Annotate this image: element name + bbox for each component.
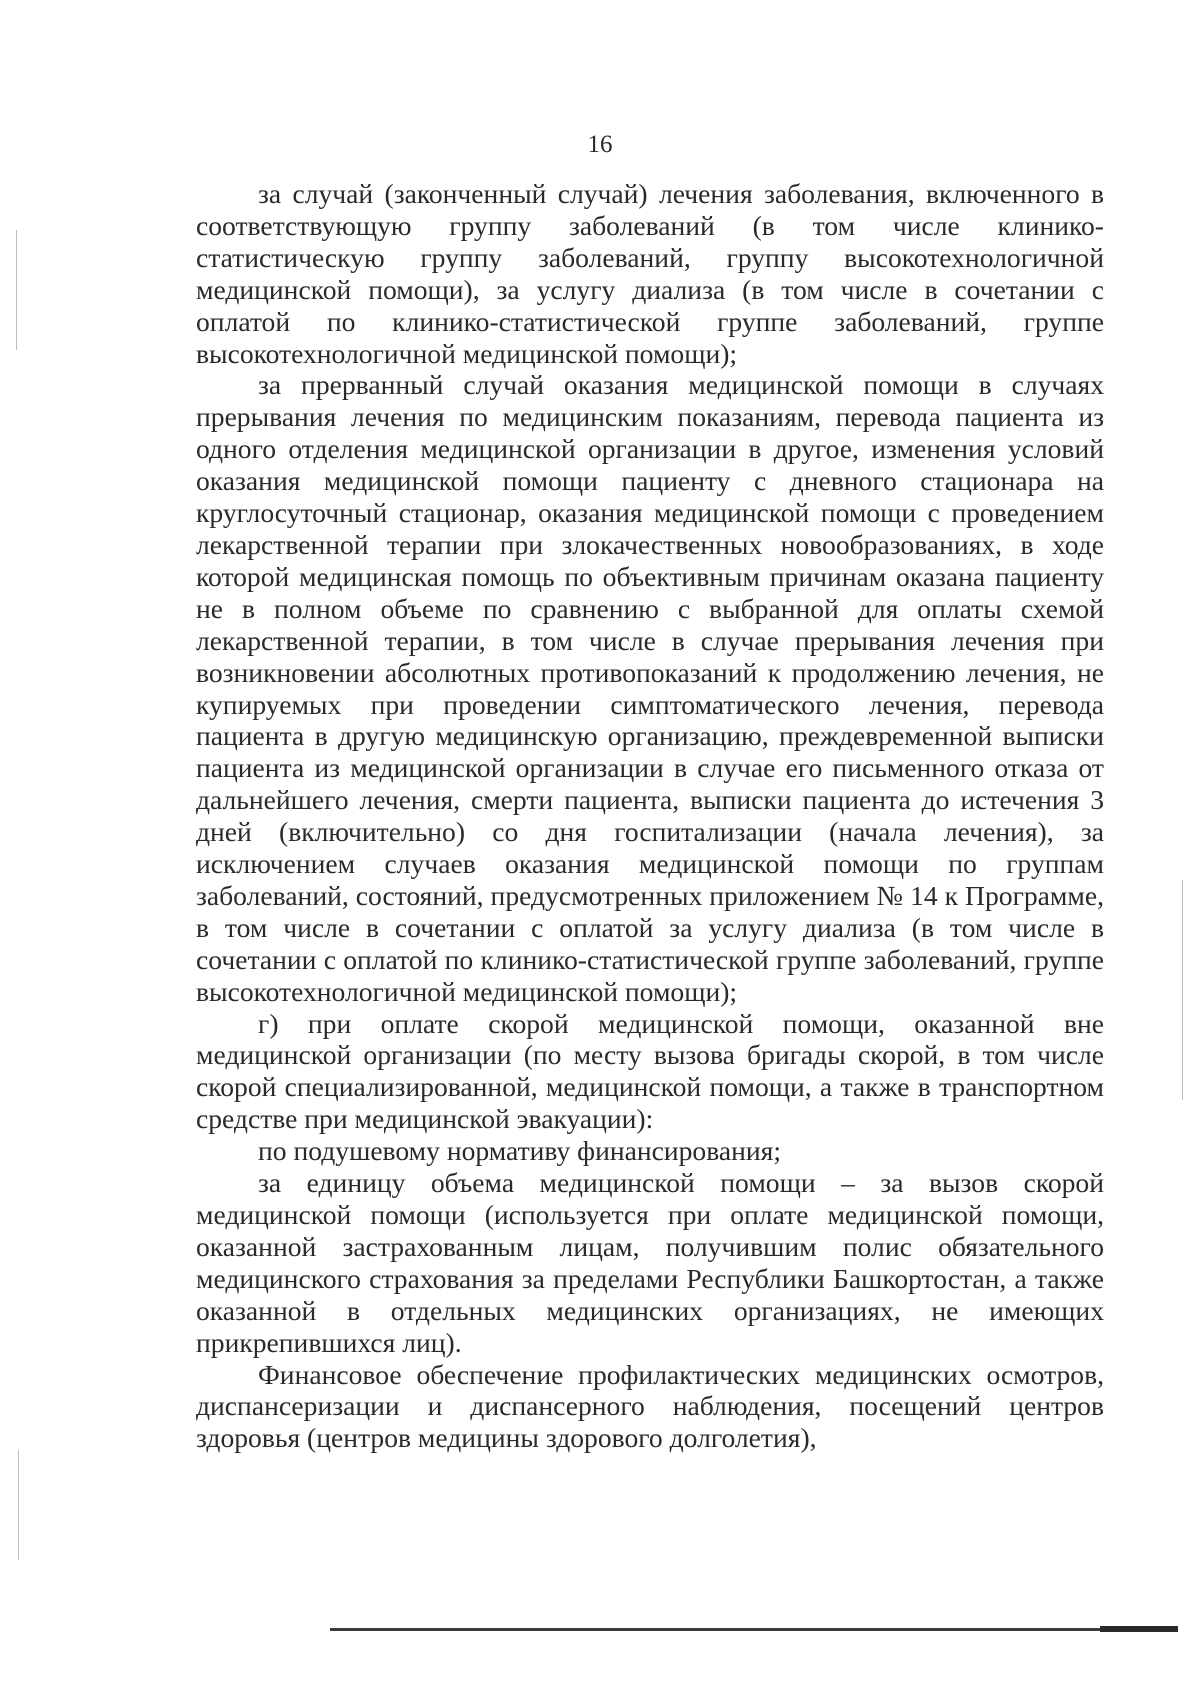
scan-margin-mark <box>16 230 17 350</box>
paragraph-interrupted-case: за прерванный случай оказания медицинской помощи в случаях прерывания лечения по медицинским показаниям, перевода пациента из одного отделения медицинской организации в другое, изменения условий оказания медицинской помощи пациенту с дневного стационара на круглосуточный стационар, оказания медицинской помощи с проведением лекарственной терапии при злокачественных новообразованиях, в ходе которой медицинская помощь по объективным причинам оказана пациенту не в полном объеме по сравнению с выбранной для оплаты схемой лекарственной терапии, в том числе в случае прерывания лечения при возникновении абсолютных противопоказаний к продолжению лечения, не купируемых при проведении симптоматического лечения, перевода пациента в другую медицинскую организацию, преждевременной выписки пациента из медицинской организации в случае его письменного отказа от дальнейшего лечения, смерти пациента, выписки пациента до истечения 3 дней (включительно) со дня госпитализации (начала лечения), за исключением случаев оказания медицинской помощи по группам заболеваний, состояний, предусмотренных приложением № 14 к Программе, в том числе в сочетании с оплатой за услугу диализа (в том числе в сочетании с оплатой по клинико-статистической группе заболеваний, группе высокотехнологичной медицинской помощи); <box>196 369 1104 1007</box>
document-body <box>196 178 1104 1454</box>
scan-bottom-edge-shadow <box>1100 1626 1178 1632</box>
paragraph-per-capita-standard: по подушевому нормативу финансирования; <box>258 1135 782 1167</box>
scan-bottom-edge-line <box>330 1628 1178 1631</box>
page-number: 16 <box>587 131 613 158</box>
scan-margin-mark <box>1182 880 1183 1100</box>
scan-margin-mark <box>18 1450 19 1560</box>
paragraph-emergency-care-payment: г) при оплате скорой медицинской помощи, оказанной вне медицинской организации (по месту вызова бригады скорой, в том числе скорой специализированной, медицинской помощи, а также в транспортном средстве при медицинской эвакуации): <box>196 1007 1104 1135</box>
paragraph-per-call-unit: за единицу объема медицинской помощи – за вызов скорой медицинской помощи (используется при оплате медицинской помощи, оказанной застрахованным лицам, получившим полис обязательного медицинского страхования за пределами Республики Башкортостан, а также оказанной в отдельных медицинских организациях, не имеющих прикрепившихся лиц). <box>196 1167 1104 1358</box>
paragraph-completed-case: за случай (законченный случай) лечения заболевания, включенного в соответствующую группу заболеваний (в том числе клинико-статистическую группу заболеваний, группу высокотехнологичной медицинской помощи), за услугу диализа (в том числе в сочетании с оплатой по клинико-статистической группе заболеваний, группе высокотехнологичной медицинской помощи); <box>196 178 1104 369</box>
paragraph-financial-provision: Финансовое обеспечение профилактических медицинских осмотров, диспансеризации и диспансерного наблюдения, посещений центров здоровья (центров медицины здорового долголетия), <box>196 1358 1104 1454</box>
